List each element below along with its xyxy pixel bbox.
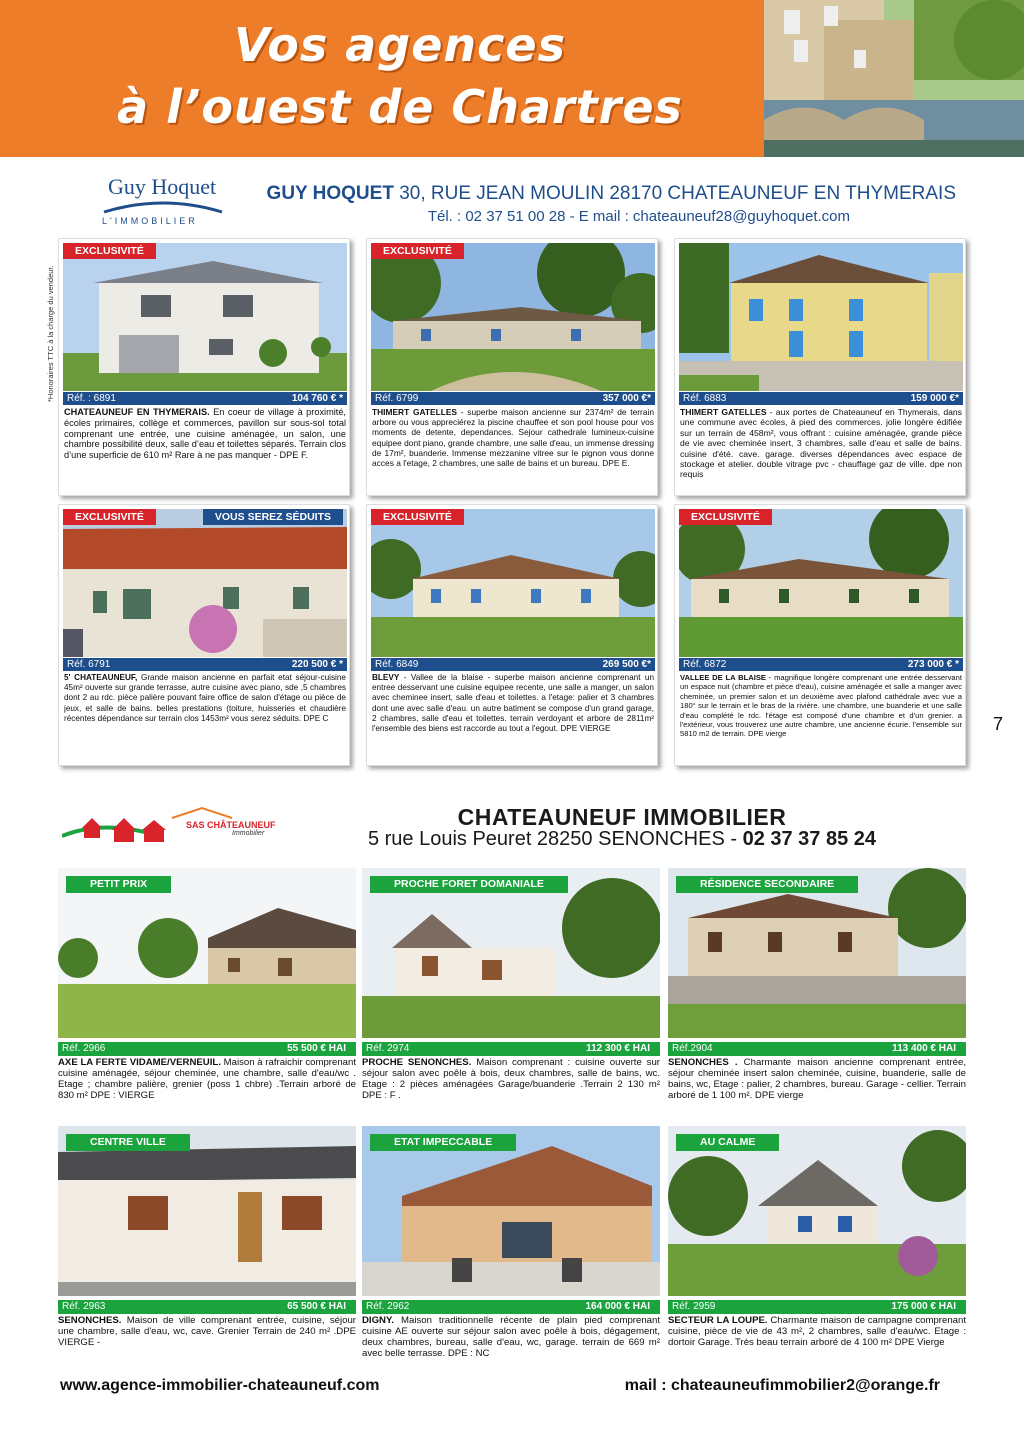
badge-exclusivite: EXCLUSIVITÉ	[679, 509, 772, 525]
listing-title: 5' CHATEAUNEUF,	[64, 673, 138, 682]
listing-badge: RÉSIDENCE SECONDAIRE	[676, 876, 858, 893]
chateauneuf-immobilier-logo	[62, 806, 282, 852]
header-photo-canal	[764, 0, 1024, 157]
listing-photo	[371, 243, 655, 391]
listing-title: SECTEUR LA LOUPE.	[668, 1315, 768, 1326]
badge-exclusivite: EXCLUSIVITÉ	[63, 243, 156, 259]
logo-subtext: L'IMMOBILIER	[102, 216, 198, 226]
header-title	[70, 14, 730, 138]
listing-photo	[668, 1126, 966, 1296]
listing-badge: PETIT PRIX	[66, 876, 171, 893]
agency-address: 30, RUE JEAN MOULIN 28170 CHATEAUNEUF EN THYMERAIS	[393, 183, 956, 204]
listing-description	[668, 1315, 966, 1348]
listing-price: 269 500 €*	[602, 659, 651, 670]
badge-exclusivite: EXCLUSIVITÉ	[371, 509, 464, 525]
listing-badge: AU CALME	[676, 1134, 779, 1151]
listing-price: 164 000 € HAI	[585, 1301, 650, 1312]
listing-title: BLEVY	[372, 673, 400, 682]
badge-exclusivite: EXCLUSIVITÉ	[371, 243, 464, 259]
listing-price: 159 000 €*	[910, 393, 959, 404]
reference-bar	[63, 392, 347, 405]
listing-text: En coeur de village à proximité, écoles primaires, collège et commerces, pavillon sur sous-sol total comprenant une entrée, une cuisine aménagée, un salon, une chambre possibilité deux, salle d’eau et toilettes séparés. Terrain clos d’une superficie de 610 m² Rare à ne pas manquer - DPE F.	[64, 407, 346, 461]
agency-phone: 02 37 37 85 24	[742, 828, 877, 850]
listing-photo	[58, 868, 356, 1038]
guy-hoquet-logo	[96, 172, 230, 232]
listing-badge: ETAT IMPECCABLE	[370, 1134, 516, 1151]
listing-text: Maison de ville comprenant entrée, cuisine, séjour une chambre, salle d'eau, wc, cave. Grenier Terrain de 240 m² .DPE VIERGE -	[58, 1315, 356, 1348]
listing-description	[64, 407, 346, 461]
header-title-line2: à l’ouest de Chartres	[117, 80, 683, 134]
header-title-line1: Vos agences	[233, 18, 566, 72]
agency-contact: Tél. : 02 37 51 00 28 - E mail : chateauneuf28@guyhoquet.com	[427, 208, 850, 225]
listing-badge: PROCHE FORET DOMANIALE	[370, 876, 568, 893]
listing-text: Charmante maison de campagne comprenant cuisine, pièce de vie de 43 m², 2 chambres, salle d'eau/wc. Etage : dortoir Garage. Très beau terrain arboré de 4 100 m² DPE Vierge	[668, 1315, 966, 1348]
reference-bar	[58, 1300, 356, 1314]
listing-description	[372, 407, 654, 468]
listing-description	[362, 1057, 660, 1101]
reference-bar	[63, 658, 347, 671]
listing-description	[58, 1057, 356, 1101]
listing-text: Charmante maison ancienne comprenant entrée, séjour cheminée insert salon cheminée, cuisine, buanderie, salle de bains, wc, Etage : palier, 2 chambres, bureau. Garage - cellier. Terrain arboré de 1 100 m². DPE vierge	[668, 1057, 966, 1101]
listing-ref: Réf. : 6891	[67, 393, 116, 404]
listing-description	[64, 673, 346, 724]
listing-ref: Réf. 2963	[62, 1301, 106, 1312]
listing-badge: CENTRE VILLE	[66, 1134, 190, 1151]
listing-title: AXE LA FERTE VIDAME/VERNEUIL.	[58, 1057, 221, 1068]
listing-photo	[371, 509, 655, 657]
listing-photo	[362, 868, 660, 1038]
listing-title: SENONCHES.	[58, 1315, 122, 1326]
listing-title: VALLEE DE LA BLAISE	[680, 673, 766, 682]
footer-email[interactable]: mail : chateauneufimmobilier2@orange.fr	[624, 1377, 940, 1394]
listing-text: - aux portes de Chateauneuf en Thymerais, dans une commune avec écoles, à pied des commerces. jolie longère édifiée sur un terrain de 458m², vous offrant : cuisine aménagée, grande pièce de vie avec cheminée insert, 3 chambres, salle d'eau et salle de bains. cuisine d'été. cave. garage. diverses dépendances avec espace de stockage et atelier. double vitrage pvc - chauffage gaz de ville. dpe non requis	[680, 407, 962, 480]
listing-ref: Réf. 6791	[67, 659, 111, 670]
listing-ref: Réf. 6883	[683, 393, 727, 404]
listing-text: Maison comprenant : cuisine ouverte sur séjour salon avec poêle à bois, deux chambres, salle de bains, wc. Etage : 2 pièces aménagées Garage/buanderie .Terrain 2 130 m² DPE : F .	[362, 1057, 661, 1101]
reference-bar	[679, 392, 963, 405]
listing-card[interactable]	[366, 238, 658, 496]
listing-title: SENONCHES .	[668, 1057, 738, 1068]
reference-bar	[668, 1300, 966, 1314]
listing-title: CHATEAUNEUF EN THYMERAIS.	[64, 407, 210, 417]
badge-vous-serez-seduits: VOUS SEREZ SÉDUITS	[203, 509, 343, 525]
listing-description	[668, 1057, 966, 1101]
listing-card[interactable]	[58, 238, 350, 496]
listing-description	[680, 407, 962, 480]
logo-text: SAS CHÂTEAUNEUF	[186, 820, 276, 830]
listing-card[interactable]	[674, 504, 966, 766]
listing-title: PROCHE SENONCHES.	[362, 1057, 472, 1068]
reference-bar	[58, 1042, 356, 1056]
badge-exclusivite: EXCLUSIVITÉ	[63, 509, 156, 525]
reference-bar	[679, 658, 963, 671]
listing-ref: Réf.2904	[672, 1043, 713, 1054]
listing-photo	[668, 868, 966, 1038]
listing-text: Maison à rafraichir comprenant cuisine aménagée, séjour cheminée, une chambre, salle d'eau/wc . Etage ; chambre palière, grenier (poss 1 chbre) .Terrain arboré de 830 m² DPE : VIERGE	[58, 1057, 356, 1101]
listing-price: 113 400 € HAI	[892, 1043, 956, 1054]
reference-bar	[371, 658, 655, 671]
listing-text: Grande maison ancienne en parfait etat séjour-cuisine 45m² ouverte sur grande terrasse, autre cuisine avec piano, sde ,5 chambres dont 2 au rdc. pièce palière pouvant faire office de salon d'étage ou pièce de jeux, et salle de bains. belles prestations (toiture, huisseries et chaudière récentes dépendance sur terrain clos 1453m² vous serez séduits. DPE C	[64, 673, 346, 723]
reference-bar	[362, 1300, 660, 1314]
listing-photo	[63, 509, 347, 657]
listing-text: Maison traditionnelle récente de plain pied comprenant cuisine AE ouverte sur séjour salon avec poêle à bois, dégagement, deux chambres, bureau, salle d'eau, wc, garage. terrain de 669 m² avec belle terrasse. DPE : NC	[362, 1315, 660, 1359]
fees-note-text: *Honoraires TTC à la charge du vendeur.	[46, 265, 55, 402]
listing-text: - Vallee de la blaise - superbe maison ancienne comprenant un entree desservant une cuisine equipee recente, une salle a manger, un salon avec cheminee insert, salle d'eau et toilettes. a l'etage: palier et 3 chambres dont une avec salle d'eau. un autre batiment se compose d'un grand garage, 2 chambres, salle d'eau et toilettes. terrain verdoyant et arbore de 2811m² l'ensemble des biens est raccorde au tout a l'egout. DPE VIERGE	[372, 673, 654, 734]
listing-ref: Réf. 2966	[62, 1043, 106, 1054]
listing-description	[372, 673, 654, 734]
footer-website-link[interactable]: www.agence-immobilier-chateauneuf.com	[60, 1377, 380, 1394]
listing-price: 65 500 € HAI	[287, 1301, 346, 1312]
listing-card[interactable]	[366, 504, 658, 766]
listing-text: - superbe maison ancienne sur 2374m² de terrain arbore ou vous appreciérez la piscine chauffee et son pool house pour vos moments de detente, dependances. Sejour cathedrale lumineux-cuisine equipee dont piano, grande chambre, une salle d'eau, un immense dressing de 17m², buanderie. Immense mezzanine vitree sur le pignon vous donne acces a l'etage, 2 chambres, une salle de bains et un bureau. DPE E.	[372, 407, 654, 469]
listing-title: THIMERT GATELLES	[680, 407, 767, 417]
page-number: 7	[993, 714, 1004, 734]
agency-name: CHATEAUNEUF IMMOBILIER	[457, 804, 787, 830]
listing-description	[680, 673, 962, 739]
listing-card[interactable]	[58, 504, 350, 766]
listing-photo	[362, 1126, 660, 1296]
listing-price: 220 500 € *	[291, 659, 343, 670]
listing-ref: Réf. 6849	[375, 659, 419, 670]
listing-price: 112 300 € HAI	[586, 1043, 650, 1054]
listing-price: 55 500 € HAI	[287, 1043, 346, 1054]
reference-bar	[668, 1042, 966, 1056]
listing-ref: Réf. 2959	[672, 1301, 716, 1312]
listing-ref: Réf. 2974	[366, 1043, 410, 1054]
listing-text: - magnifique longère comprenant une entrée desservant un espace nuit (chambre et pièce d'eau), cuisine aménagée et salle a manger avec cheminée, un premier salon et un deuxième avec plafond cathédrale avec vue a 180° sur le terrain et le bras de la rivière. une chambre, une buanderie et une salle d'eau complété le rdc. l'étage est composé d'une chambre et d'un grenier. a l'extérieur, vous trouverez une autre chambre, une ancienne écurie. l'ensemble sur 5810 m2 de terrain. DPE vierge	[680, 673, 962, 739]
listing-photo	[679, 243, 963, 391]
listing-price: 104 760 € *	[291, 393, 343, 404]
reference-bar	[362, 1042, 660, 1056]
listing-title: THIMERT GATELLES	[372, 407, 457, 417]
listing-price: 175 000 € HAI	[891, 1301, 956, 1312]
listing-description	[58, 1315, 356, 1348]
logo-subtext: Immobilier	[232, 830, 265, 837]
listing-price: 357 000 €*	[602, 393, 651, 404]
listing-card[interactable]	[674, 238, 966, 496]
listing-photo	[679, 509, 963, 657]
reference-bar	[371, 392, 655, 405]
listing-title: DIGNY.	[362, 1315, 394, 1326]
listing-description	[362, 1315, 660, 1359]
listing-ref: Réf. 6872	[683, 659, 727, 670]
logo-text: Guy Hoquet	[108, 174, 217, 199]
agency-heading	[240, 182, 956, 206]
agency-address: 5 rue Louis Peuret 28250 SENONCHES -	[367, 828, 743, 850]
listing-photo	[63, 243, 347, 391]
agency-name: GUY HOQUET	[266, 183, 394, 204]
listing-price: 273 000 € *	[907, 659, 959, 670]
listing-photo	[58, 1126, 356, 1296]
agency-address-line	[300, 828, 944, 851]
listing-ref: Réf. 6799	[375, 393, 419, 404]
page-header	[0, 0, 1024, 157]
listing-ref: Réf. 2962	[366, 1301, 410, 1312]
